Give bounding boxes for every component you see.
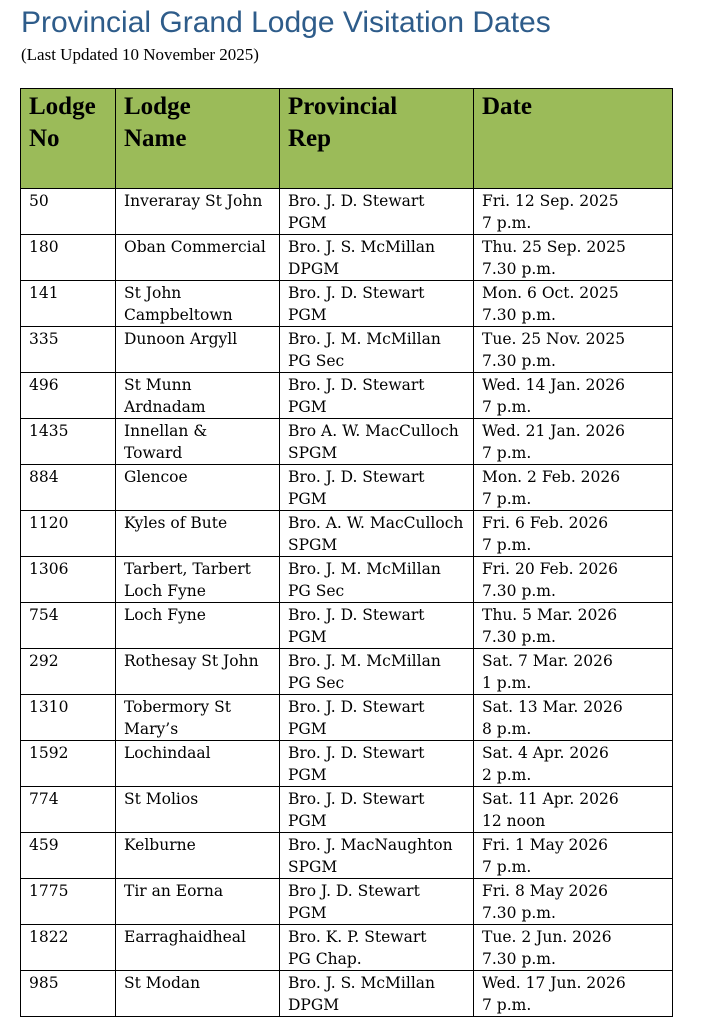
- cell-lodge-name-line: Ardnadam: [124, 398, 206, 416]
- cell-lodge-name: [116, 833, 280, 879]
- cell-lodge-no-line: 884: [29, 468, 59, 486]
- header-line: Rep: [288, 125, 332, 152]
- cell-lodge-no: [21, 879, 116, 925]
- cell-lodge-name: [116, 695, 280, 741]
- cell-lodge-name: [116, 189, 280, 235]
- cell-provincial-rep-line: Bro. J. MacNaughton: [288, 836, 453, 854]
- cell-date: [474, 649, 673, 695]
- cell-date: [474, 189, 673, 235]
- cell-provincial-rep: [280, 603, 474, 649]
- cell-provincial-rep-line: PGM: [288, 812, 327, 830]
- cell-lodge-no: [21, 327, 116, 373]
- cell-date-line: 7.30 p.m.: [482, 950, 556, 968]
- cell-date: [474, 235, 673, 281]
- cell-lodge-name-line: St Modan: [124, 974, 201, 992]
- cell-lodge-no-line: 1775: [29, 882, 69, 900]
- cell-provincial-rep-line: Bro. A. W. MacCulloch: [288, 514, 464, 532]
- cell-date-line: 7 p.m.: [482, 398, 532, 416]
- table-row: [21, 649, 673, 695]
- cell-date: [474, 327, 673, 373]
- cell-lodge-name-line: Tir an Eorna: [124, 882, 224, 900]
- cell-lodge-name-line: Loch Fyne: [124, 582, 206, 600]
- cell-lodge-no-line: 292: [29, 652, 59, 670]
- cell-lodge-no: [21, 189, 116, 235]
- cell-lodge-no: [21, 787, 116, 833]
- cell-date-line: Sat. 13 Mar. 2026: [482, 698, 623, 716]
- cell-lodge-no-line: 180: [29, 238, 59, 256]
- cell-date: [474, 281, 673, 327]
- cell-date-line: 2 p.m.: [482, 766, 532, 784]
- cell-provincial-rep-line: PG Sec: [288, 582, 345, 600]
- header-line: Lodge: [124, 93, 191, 120]
- cell-lodge-no-line: 1592: [29, 744, 69, 762]
- cell-lodge-no-line: 774: [29, 790, 59, 808]
- cell-provincial-rep-line: Bro. J. D. Stewart: [288, 284, 425, 302]
- cell-provincial-rep: [280, 419, 474, 465]
- cell-date-line: 8 p.m.: [482, 720, 532, 738]
- table-row: [21, 373, 673, 419]
- cell-lodge-name: [116, 925, 280, 971]
- cell-lodge-no: [21, 741, 116, 787]
- cell-lodge-no-line: 50: [29, 192, 49, 210]
- cell-lodge-name-line: Kelburne: [124, 836, 196, 854]
- cell-date-line: Thu. 25 Sep. 2025: [482, 238, 626, 256]
- cell-lodge-name: [116, 511, 280, 557]
- cell-lodge-no-line: 754: [29, 606, 59, 624]
- cell-date-line: Wed. 14 Jan. 2026: [482, 376, 626, 394]
- header-line: No: [29, 125, 60, 152]
- cell-date: [474, 465, 673, 511]
- cell-date: [474, 603, 673, 649]
- cell-lodge-name-line: St Molios: [124, 790, 199, 808]
- cell-lodge-name: [116, 971, 280, 1017]
- table-row: [21, 327, 673, 373]
- table-row: [21, 603, 673, 649]
- cell-lodge-name: [116, 419, 280, 465]
- header-lodge-name: [116, 89, 280, 189]
- cell-date-line: 7.30 p.m.: [482, 306, 556, 324]
- table-header-row: [21, 89, 673, 189]
- cell-lodge-no: [21, 603, 116, 649]
- cell-date-line: Wed. 17 Jun. 2026: [482, 974, 626, 992]
- cell-lodge-name: [116, 649, 280, 695]
- cell-lodge-name-line: Lochindaal: [124, 744, 211, 762]
- cell-lodge-no: [21, 557, 116, 603]
- cell-lodge-no: [21, 925, 116, 971]
- cell-date-line: 1 p.m.: [482, 674, 532, 692]
- cell-date: [474, 373, 673, 419]
- table-row: [21, 971, 673, 1017]
- cell-date-line: Thu. 5 Mar. 2026: [482, 606, 618, 624]
- cell-lodge-no-line: 1306: [29, 560, 69, 578]
- cell-lodge-name: [116, 557, 280, 603]
- cell-provincial-rep-line: Bro J. D. Stewart: [288, 882, 420, 900]
- cell-date: [474, 557, 673, 603]
- cell-lodge-no: [21, 695, 116, 741]
- cell-lodge-no-line: 1435: [29, 422, 69, 440]
- cell-date-line: Fri. 6 Feb. 2026: [482, 514, 609, 532]
- cell-lodge-name-line: Kyles of Bute: [124, 514, 228, 532]
- cell-lodge-name: [116, 465, 280, 511]
- cell-lodge-name-line: Tarbert, Tarbert: [124, 560, 251, 578]
- cell-date-line: Sat. 11 Apr. 2026: [482, 790, 619, 808]
- cell-provincial-rep-line: Bro A. W. MacCulloch: [288, 422, 459, 440]
- cell-lodge-name-line: Glencoe: [124, 468, 188, 486]
- cell-date-line: 7 p.m.: [482, 444, 532, 462]
- cell-lodge-no-line: 459: [29, 836, 59, 854]
- cell-provincial-rep-line: SPGM: [288, 444, 338, 462]
- cell-provincial-rep-line: Bro. J. D. Stewart: [288, 698, 425, 716]
- cell-provincial-rep-line: DPGM: [288, 260, 340, 278]
- cell-provincial-rep: [280, 557, 474, 603]
- cell-date-line: 7.30 p.m.: [482, 904, 556, 922]
- cell-provincial-rep-line: Bro. J. M. McMillan: [288, 652, 441, 670]
- cell-date: [474, 971, 673, 1017]
- cell-provincial-rep: [280, 695, 474, 741]
- cell-lodge-no-line: 335: [29, 330, 59, 348]
- cell-provincial-rep: [280, 327, 474, 373]
- header-lodge-no: [21, 89, 116, 189]
- cell-lodge-no: [21, 419, 116, 465]
- cell-lodge-name: [116, 327, 280, 373]
- table-row: [21, 833, 673, 879]
- cell-date: [474, 787, 673, 833]
- cell-date-line: 12 noon: [482, 812, 546, 830]
- cell-provincial-rep-line: PGM: [288, 628, 327, 646]
- header-line: Lodge: [29, 93, 96, 120]
- cell-provincial-rep-line: Bro. J. D. Stewart: [288, 468, 425, 486]
- header-date: [474, 89, 673, 189]
- table-row: [21, 511, 673, 557]
- table-row: [21, 419, 673, 465]
- cell-lodge-no: [21, 511, 116, 557]
- table-row: [21, 879, 673, 925]
- cell-date: [474, 511, 673, 557]
- cell-lodge-name: [116, 373, 280, 419]
- cell-date-line: 7 p.m.: [482, 536, 532, 554]
- cell-lodge-no: [21, 281, 116, 327]
- cell-date-line: 7 p.m.: [482, 490, 532, 508]
- table-row: [21, 925, 673, 971]
- cell-date-line: 7 p.m.: [482, 996, 532, 1014]
- header-provincial-rep: [280, 89, 474, 189]
- cell-provincial-rep: [280, 971, 474, 1017]
- cell-provincial-rep-line: Bro. K. P. Stewart: [288, 928, 427, 946]
- cell-lodge-no: [21, 235, 116, 281]
- cell-lodge-no: [21, 833, 116, 879]
- cell-lodge-name-line: Dunoon Argyll: [124, 330, 238, 348]
- cell-date: [474, 833, 673, 879]
- table-row: [21, 787, 673, 833]
- cell-lodge-name-line: St Munn: [124, 376, 192, 394]
- cell-lodge-name-line: Inveraray St John: [124, 192, 263, 210]
- cell-lodge-name: [116, 603, 280, 649]
- cell-provincial-rep-line: PGM: [288, 904, 327, 922]
- cell-date-line: Fri. 20 Feb. 2026: [482, 560, 618, 578]
- header-line: Date: [482, 93, 532, 120]
- cell-provincial-rep-line: Bro. J. D. Stewart: [288, 744, 425, 762]
- cell-provincial-rep-line: PGM: [288, 720, 327, 738]
- cell-provincial-rep-line: Bro. J. S. McMillan: [288, 974, 436, 992]
- cell-provincial-rep-line: PGM: [288, 214, 327, 232]
- cell-provincial-rep-line: Bro. J. M. McMillan: [288, 560, 441, 578]
- cell-lodge-name: [116, 235, 280, 281]
- cell-provincial-rep-line: Bro. J. D. Stewart: [288, 606, 425, 624]
- table-row: [21, 235, 673, 281]
- cell-date-line: Mon. 6 Oct. 2025: [482, 284, 619, 302]
- cell-date-line: Sat. 7 Mar. 2026: [482, 652, 613, 670]
- last-updated-note: (Last Updated 10 November 2025): [21, 45, 259, 64]
- cell-lodge-name-line: Loch Fyne: [124, 606, 206, 624]
- cell-lodge-name-line: Rothesay St John: [124, 652, 259, 670]
- cell-provincial-rep: [280, 281, 474, 327]
- cell-date-line: Fri. 1 May 2026: [482, 836, 609, 854]
- cell-lodge-name-line: Mary’s: [124, 720, 179, 738]
- cell-provincial-rep-line: PG Chap.: [288, 950, 362, 968]
- cell-provincial-rep: [280, 465, 474, 511]
- cell-provincial-rep-line: PG Sec: [288, 674, 345, 692]
- cell-lodge-name-line: St John: [124, 284, 182, 302]
- table-row: [21, 695, 673, 741]
- cell-date-line: 7.30 p.m.: [482, 582, 556, 600]
- page-title: Provincial Grand Lodge Visitation Dates: [21, 6, 551, 39]
- cell-lodge-no: [21, 971, 116, 1017]
- cell-provincial-rep: [280, 879, 474, 925]
- cell-date: [474, 419, 673, 465]
- cell-lodge-name: [116, 741, 280, 787]
- cell-lodge-no-line: 141: [29, 284, 59, 302]
- cell-provincial-rep: [280, 833, 474, 879]
- header-line: Provincial: [288, 93, 398, 120]
- cell-date-line: Tue. 25 Nov. 2025: [482, 330, 626, 348]
- cell-provincial-rep-line: Bro. J. D. Stewart: [288, 376, 425, 394]
- cell-provincial-rep-line: SPGM: [288, 536, 338, 554]
- cell-date-line: 7.30 p.m.: [482, 352, 556, 370]
- cell-lodge-no-line: 1822: [29, 928, 69, 946]
- visitation-table: [20, 88, 673, 1017]
- cell-lodge-name-line: Toward: [124, 444, 183, 462]
- cell-lodge-name-line: Earraghaidheal: [124, 928, 246, 946]
- cell-date-line: Fri. 8 May 2026: [482, 882, 609, 900]
- cell-provincial-rep: [280, 925, 474, 971]
- cell-provincial-rep-line: PGM: [288, 766, 327, 784]
- table-body: [21, 189, 673, 1017]
- cell-provincial-rep-line: DPGM: [288, 996, 340, 1014]
- cell-date: [474, 925, 673, 971]
- cell-lodge-name-line: Campbeltown: [124, 306, 233, 324]
- cell-lodge-no-line: 1310: [29, 698, 69, 716]
- cell-provincial-rep: [280, 235, 474, 281]
- cell-lodge-no: [21, 649, 116, 695]
- header-line: Name: [124, 125, 187, 152]
- table-row: [21, 189, 673, 235]
- cell-lodge-name-line: Oban Commercial: [124, 238, 266, 256]
- cell-lodge-name: [116, 787, 280, 833]
- cell-provincial-rep-line: Bro. J. M. McMillan: [288, 330, 441, 348]
- cell-lodge-no: [21, 465, 116, 511]
- table-row: [21, 741, 673, 787]
- cell-provincial-rep: [280, 787, 474, 833]
- cell-date-line: Tue. 2 Jun. 2026: [482, 928, 612, 946]
- cell-provincial-rep-line: Bro. J. S. McMillan: [288, 238, 436, 256]
- cell-date-line: Fri. 12 Sep. 2025: [482, 192, 619, 210]
- cell-date-line: Wed. 21 Jan. 2026: [482, 422, 626, 440]
- cell-provincial-rep-line: PG Sec: [288, 352, 345, 370]
- table-row: [21, 465, 673, 511]
- cell-provincial-rep: [280, 189, 474, 235]
- cell-date-line: Sat. 4 Apr. 2026: [482, 744, 609, 762]
- cell-provincial-rep-line: Bro. J. D. Stewart: [288, 790, 425, 808]
- cell-provincial-rep: [280, 373, 474, 419]
- cell-lodge-name: [116, 281, 280, 327]
- cell-lodge-no-line: 496: [29, 376, 59, 394]
- cell-date-line: Mon. 2 Feb. 2026: [482, 468, 621, 486]
- cell-lodge-name-line: Tobermory St: [124, 698, 231, 716]
- cell-provincial-rep-line: SPGM: [288, 858, 338, 876]
- cell-provincial-rep-line: PGM: [288, 490, 327, 508]
- table-row: [21, 557, 673, 603]
- cell-date: [474, 695, 673, 741]
- cell-provincial-rep: [280, 741, 474, 787]
- cell-lodge-no: [21, 373, 116, 419]
- cell-date: [474, 879, 673, 925]
- table-row: [21, 281, 673, 327]
- cell-lodge-no-line: 985: [29, 974, 59, 992]
- cell-provincial-rep: [280, 511, 474, 557]
- cell-date-line: 7 p.m.: [482, 214, 532, 232]
- cell-provincial-rep-line: PGM: [288, 398, 327, 416]
- cell-provincial-rep-line: Bro. J. D. Stewart: [288, 192, 425, 210]
- cell-lodge-name-line: Innellan &: [124, 422, 208, 440]
- cell-date-line: 7.30 p.m.: [482, 628, 556, 646]
- cell-provincial-rep-line: PGM: [288, 306, 327, 324]
- cell-provincial-rep: [280, 649, 474, 695]
- cell-date-line: 7 p.m.: [482, 858, 532, 876]
- cell-lodge-name: [116, 879, 280, 925]
- cell-date: [474, 741, 673, 787]
- cell-date-line: 7.30 p.m.: [482, 260, 556, 278]
- cell-lodge-no-line: 1120: [29, 514, 69, 532]
